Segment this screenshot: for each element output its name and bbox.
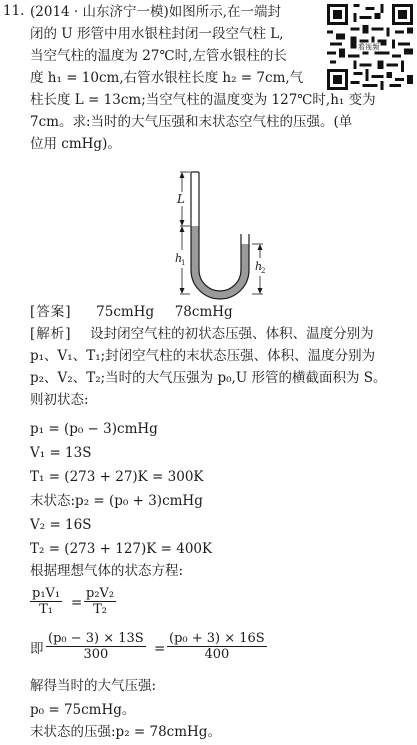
step-gas-law-intro: 根据理想气体的状态方程: (30, 563, 184, 579)
qr-code (327, 4, 413, 90)
label-h1-sub: 1 (181, 259, 186, 267)
fraction-right-den: T₂ (93, 602, 108, 617)
substitution-left-num: (p₀ − 3) × 13S (48, 631, 144, 646)
u-tube-figure (160, 166, 280, 306)
fraction-left-num: p₁V₁ (32, 586, 61, 601)
question-line-1: (2014 · 山东济宁一模)如图所示,在一端封 (30, 4, 282, 20)
answer-value-1: 75cmHg (96, 304, 155, 320)
question-line-4: 度 h₁ = 10cm,右管水银柱长度 h₂ = 7cm,气 (30, 70, 304, 86)
substitution-left-den: 300 (83, 647, 109, 662)
step-t1: T₁ = (273 + 27)K = 300K (30, 469, 204, 485)
answer-row (30, 303, 233, 321)
answer-value-2: 78cmHg (174, 304, 233, 320)
qr-code-icon (327, 4, 413, 90)
analysis-tag: [解析] (30, 326, 72, 342)
label-h2: h (255, 260, 263, 273)
fraction-right (84, 586, 116, 617)
substitution-right-num: (p₀ + 3) × 16S (169, 631, 265, 646)
fraction-right-num: p₂V₂ (86, 586, 115, 601)
question-line-7: 位用 cmHg)。 (30, 136, 121, 152)
question-line-6: 7cm。求:当时的大气压强和末状态空气柱的压强。(单 (30, 114, 353, 130)
fraction-left (30, 586, 62, 617)
analysis-line-4: 则初状态: (30, 392, 89, 408)
step-t2: T₂ = (273 + 127)K = 400K (30, 541, 213, 557)
u-tube-diagram (160, 166, 280, 306)
substitution-right-den: 400 (204, 647, 230, 662)
step-p1: p₁ = (p₀ − 3)cmHg (30, 421, 158, 437)
label-l: L (177, 192, 185, 206)
substitution-left (46, 631, 146, 662)
analysis-row-1 (30, 325, 374, 343)
tail-line-2: p₀ = 75cmHg。 (30, 702, 136, 718)
tail-line-1: 解得当时的大气压强: (30, 678, 157, 694)
tail-line-3: 末状态的压强:p₂ = 78cmHg。 (30, 724, 221, 740)
question-line-5: 柱长度 L = 13cm;当空气柱的温度变为 127℃时,h₁ 变为 (30, 92, 376, 108)
answer-tag: [答案] (30, 304, 72, 320)
substitution-right (167, 631, 267, 662)
analysis-line-1: 设封闭空气柱的初状态压强、体积、温度分别为 (90, 326, 374, 342)
analysis-line-2: p₁、V₁、T₁;封闭空气柱的末状态压强、体积、温度分别为 (30, 348, 376, 364)
gas-law-equals: = (71, 595, 83, 611)
fraction-left-den: T₁ (39, 602, 54, 617)
step-p2: 末状态:p₂ = (p₀ + 3)cmHg (30, 493, 203, 509)
svg-text:看视频: 看视频 (357, 42, 380, 52)
question-number: 11. (3, 3, 25, 19)
label-h1: h (175, 252, 183, 265)
substitution-equals: = (154, 641, 166, 657)
question-line-3: 当空气柱的温度为 27℃时,左管水银柱的长 (30, 48, 287, 64)
step-v1: V₁ = 13S (30, 445, 92, 461)
label-h2-sub: 2 (261, 267, 266, 275)
question-line-2: 闭的 U 形管中用水银柱封闭一段空气柱 L, (30, 26, 284, 42)
substitution-prefix: 即 (30, 641, 44, 657)
step-v2: V₂ = 16S (30, 517, 92, 533)
analysis-line-3: p₂、V₂、T₂;当时的大气压强为 p₀,U 形管的横截面积为 S。 (30, 370, 387, 386)
